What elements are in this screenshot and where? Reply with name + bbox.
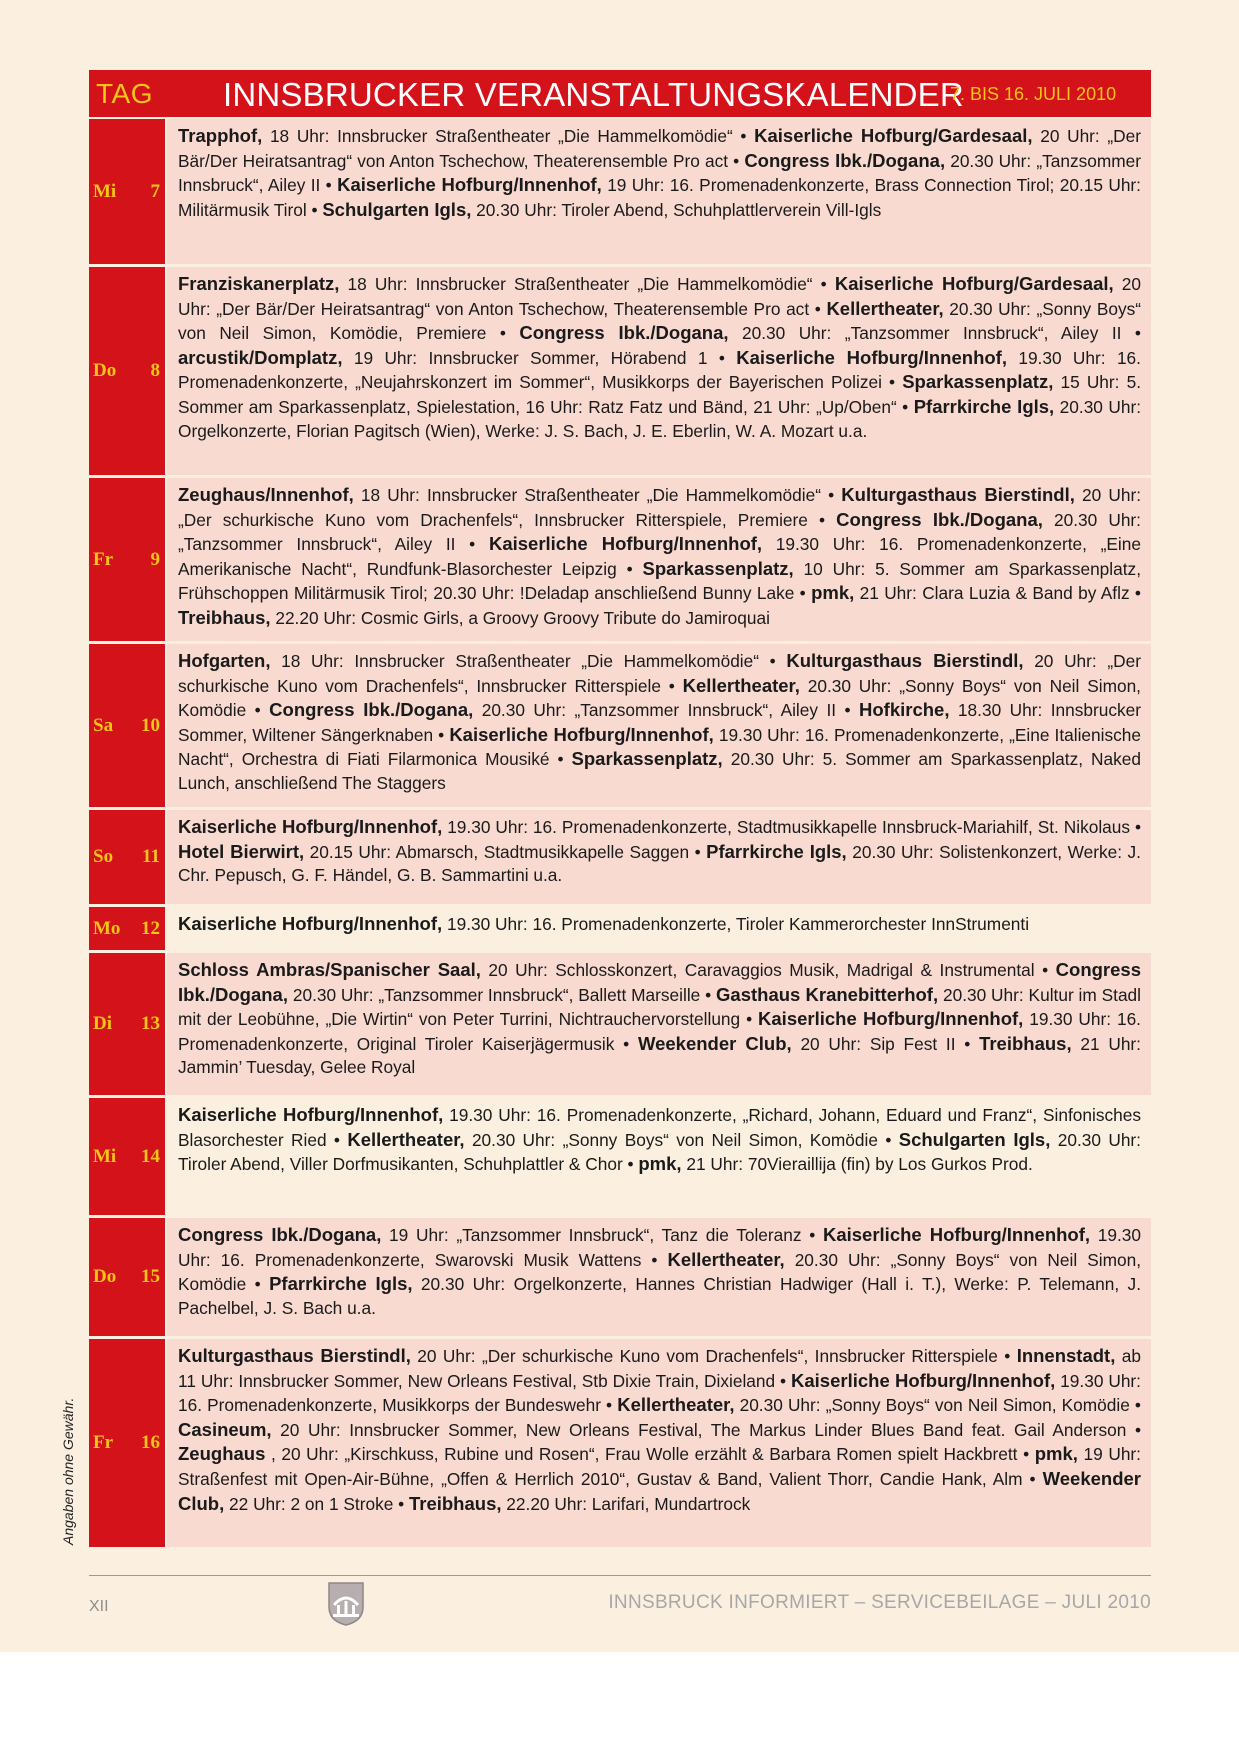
venue-name: Congress Ibk./Dogana, <box>178 1224 382 1245</box>
venue-name: Pfarrkirche Igls, <box>706 840 847 862</box>
event-details: 18 Uhr: Innsbrucker Straßentheater „Die Hammelkomödie“ • <box>262 126 755 146</box>
venue-name: Congress Ibk./Dogana, <box>744 149 946 171</box>
venue-name: Schulgarten Igls, <box>322 198 472 220</box>
event-details: 20 Uhr: „Der Bär/Der Heiratsantrag“ von Anton Tschechow, Theaterensemble Pro act • <box>178 274 1141 319</box>
event-details: 19.30 Uhr: 16. Promenadenkonzerte, Swarovski Musik Wattens • <box>178 1225 1141 1270</box>
venue-name: Treibhaus, <box>979 1032 1072 1054</box>
event-details: 19.30 Uhr: 16. Promenadenkonzerte, „Richard, Johann, Eduard und Franz“, Sinfonisches Blasorchester Ried • <box>178 1105 1141 1150</box>
day-number: 11 <box>142 846 160 867</box>
page-number: XII <box>89 1598 109 1615</box>
day-events <box>167 907 1151 950</box>
event-details: 22 Uhr: 2 on 1 Stroke • <box>224 1493 409 1514</box>
venue-name: Kellertheater, <box>826 297 944 319</box>
day-label <box>89 478 165 641</box>
event-details: 15 Uhr: 5. Sommer am Sparkassenplatz, Spielestation, 16 Uhr: Ratz Fatz und Bänd, 21 Uhr: „Up/Oben“ • <box>178 372 1141 417</box>
event-details: 20.30 Uhr: „Sonny Boys“ von Neil Simon, Komödie • <box>734 1395 1141 1416</box>
venue-name: Sparkassenplatz, <box>571 748 723 770</box>
event-details: 21 Uhr: Clara Luzia & Band by Aflz • <box>854 583 1141 604</box>
venue-name: Congress Ibk./Dogana, <box>269 699 474 721</box>
day-events <box>167 478 1151 641</box>
venue-name: Kaiserliche Hofburg/Innenhof, <box>178 816 443 837</box>
venue-name: arcustik/Domplatz, <box>178 346 343 368</box>
venue-name: Weekender Club, <box>637 1032 792 1054</box>
day-row <box>89 907 1151 950</box>
event-details: 20 Uhr: „Der Bär/Der Heiratsantrag“ von Anton Tschechow, Theaterensemble Pro act • <box>178 126 1141 171</box>
venue-name: Weekender Club, <box>178 1467 1141 1514</box>
event-details: , 20 Uhr: „Kirschkuss, Rubine und Rosen“, Frau Wolle erzählt & Barbara Romen spielt Hackbrett • <box>265 1444 1035 1465</box>
event-details: 20 Uhr: Schlosskonzert, Caravaggios Musik, Madrigal & Instrumental • <box>480 960 1056 980</box>
event-details: 19 Uhr: Innsbrucker Sommer, Hörabend 1 • <box>342 347 737 368</box>
venue-name: Kellertheater, <box>347 1128 465 1150</box>
venue-name: Congress Ibk./Dogana, <box>178 959 1141 1005</box>
event-details: 19.30 Uhr: 16. Promenadenkonzerte, Musikkorps der Bundeswehr • <box>178 1370 1141 1416</box>
venue-name: Congress Ibk./Dogana, <box>836 508 1043 530</box>
venue-name: Gasthaus Kranebitterhof, <box>716 983 939 1005</box>
event-details: 20.30 Uhr: Kultur im Stadl mit der Leobühne, „Die Wirtin“ von Peter Turrini, Nichtrauchervorstellung • <box>178 984 1142 1030</box>
day-row <box>89 644 1151 807</box>
event-details: 20.30 Uhr: Orgelkonzerte, Hannes Christian Hadwiger (Hall i. T.), Werke: P. Telemann, J. Pachelbel, J. S. Bach u.a. <box>178 1274 1142 1318</box>
event-details: 19.30 Uhr: 16. Promenadenkonzerte, Original Tiroler Kaiserjägermusik • <box>178 1009 1141 1054</box>
day-label <box>89 1218 165 1336</box>
day-events <box>167 1339 1151 1547</box>
venue-name: Hofgarten, <box>178 650 271 671</box>
weekday: Do <box>93 1266 117 1287</box>
day-events <box>167 1098 1151 1215</box>
event-details: 20.30 Uhr: „Tanzsommer Innsbruck“, Ailey II • <box>178 509 1141 555</box>
day-label <box>89 907 165 950</box>
event-details: 20 Uhr: „Der schurkische Kuno vom Drachenfels“, Innsbrucker Ritterspiele, Premiere • <box>178 485 1141 530</box>
day-row <box>89 810 1151 904</box>
day-label <box>89 267 165 475</box>
event-details: 20.30 Uhr: Orgelkonzerte, Florian Pagitsch (Wien), Werke: J. S. Bach, J. E. Eberlin, W. A. Mozart u.a. <box>178 396 1142 441</box>
weekday: Do <box>93 360 117 381</box>
venue-name: Schloss Ambras/Spanischer Saal, <box>178 959 481 980</box>
venue-name: Innenstadt, <box>1016 1345 1116 1366</box>
day-label <box>89 810 165 904</box>
event-details: 18.30 Uhr: Innsbrucker Sommer, Wiltener Sängerknaben • <box>178 700 1141 745</box>
day-row <box>89 953 1151 1095</box>
calendar-title: INNSBRUCKER VERANSTALTUNGSKALENDER <box>223 76 964 113</box>
venue-name: Kellertheater, <box>667 1248 785 1270</box>
venue-name: Kulturgasthaus Bierstindl, <box>178 1345 411 1366</box>
weekday: Mi <box>93 180 117 202</box>
event-details: 20.30 Uhr: „Sonny Boys“ von Neil Simon, Komödie • <box>178 675 1141 721</box>
event-details: 19.30 Uhr: 16. Promenadenkonzerte, „Eine Italienische Nacht“, Orchestra di Fiati Filarmonica Mousiké • <box>178 724 1141 770</box>
event-details: 19.30 Uhr: 16. Promenadenkonzerte, „Neujahrskonzert im Sommer“, Musikkorps der Bayerischen Polizei • <box>178 347 1141 393</box>
venue-name: Kaiserliche Hofburg/Gardesaal, <box>754 125 1033 146</box>
event-details: 20.30 Uhr: „Tanzsommer Innsbruck“, Ailey II • <box>728 323 1141 344</box>
day-number: 12 <box>141 917 160 939</box>
event-details: 19 Uhr: „Tanzsommer Innsbruck“, Tanz die Toleranz • <box>381 1225 823 1245</box>
weekday: So <box>93 846 114 867</box>
venue-name: Zeughaus/Innenhof, <box>178 484 354 505</box>
day-row <box>89 1339 1151 1547</box>
day-row <box>89 1098 1151 1215</box>
day-events <box>167 953 1151 1095</box>
event-calendar <box>89 119 1151 1547</box>
venue-name: pmk, <box>638 1153 682 1175</box>
venue-name: Kellertheater, <box>617 1394 735 1416</box>
day-row <box>89 267 1151 475</box>
venue-name: Schulgarten Igls, <box>898 1128 1051 1150</box>
day-number: 7 <box>150 180 160 202</box>
event-details: 22.20 Uhr: Larifari, Mundartrock <box>501 1493 751 1514</box>
innsbruck-crest-icon <box>327 1581 365 1626</box>
weekday: Sa <box>93 714 114 736</box>
venue-name: Kellertheater, <box>682 674 800 696</box>
event-details: 19.30 Uhr: 16. Promenadenkonzerte, Tiroler Kammerorchester InnStrumenti <box>442 914 1030 934</box>
venue-name: Sparkassenplatz, <box>642 557 794 579</box>
venue-name: Kaiserliche Hofburg/Innenhof, <box>822 1224 1091 1245</box>
event-details: 20.30 Uhr: „Sonny Boys“ von Neil Simon, Komödie, Premiere • <box>178 298 1141 344</box>
venue-name: Kulturgasthaus Bierstindl, <box>841 484 1075 505</box>
day-label <box>89 953 165 1095</box>
venue-name: Kaiserliche Hofburg/Gardesaal, <box>834 273 1114 294</box>
venue-name: Kaiserliche Hofburg/Innenhof, <box>488 533 763 555</box>
day-events <box>167 119 1151 264</box>
event-details: 20 Uhr: Innsbrucker Sommer, New Orleans Festival, The Markus Linder Blues Band feat. Gail Anderson • <box>271 1419 1141 1440</box>
day-events <box>167 810 1151 904</box>
disclaimer-note: Angaben ohne Gewähr. <box>60 1397 76 1545</box>
venue-name: Franziskanerplatz, <box>178 273 340 294</box>
venue-name: Kaiserliche Hofburg/Innenhof, <box>791 1369 1056 1391</box>
venue-name: Pfarrkirche Igls, <box>269 1273 413 1295</box>
day-label <box>89 1098 165 1215</box>
day-events <box>167 1218 1151 1336</box>
venue-name: Trapphof, <box>178 125 263 146</box>
venue-name: Kulturgasthaus Bierstindl, <box>786 650 1024 671</box>
event-details: 20.30 Uhr: Solistenkonzert, Werke: J. Chr. Pepusch, G. F. Händel, G. B. Sammartini u.a. <box>178 841 1141 886</box>
day-number: 13 <box>141 1013 160 1034</box>
event-details: 20 Uhr: Sip Fest II • <box>791 1033 980 1054</box>
venue-name: Kaiserliche Hofburg/Innenhof, <box>178 1104 444 1125</box>
event-details: 20.30 Uhr: Tiroler Abend, Viller Dorfmusikanten, Schuhplattler & Chor • <box>178 1129 1141 1175</box>
day-label <box>89 644 165 807</box>
event-details: 20.30 Uhr: „Sonny Boys“ von Neil Simon, Komödie • <box>464 1129 899 1150</box>
day-row <box>89 119 1151 264</box>
event-details: 20.30 Uhr: 5. Sommer am Sparkassenplatz, Naked Lunch, anschließend The Staggers <box>178 749 1141 793</box>
event-details: 21 Uhr: 70Vieraillija (fin) by Los Gurkos Prod. <box>681 1154 1033 1175</box>
event-details: 18 Uhr: Innsbrucker Straßentheater „Die Hammelkomödie“ • <box>339 274 835 294</box>
venue-name: Casineum, <box>178 1418 272 1440</box>
tag-column-label: TAG <box>96 78 153 109</box>
event-details: 19 Uhr: 16. Promenadenkonzerte, Brass Connection Tirol; 20.15 Uhr: Militärmusik Tirol • <box>178 175 1141 220</box>
venue-name: Kaiserliche Hofburg/Innenhof, <box>758 1008 1024 1030</box>
event-details: 20.30 Uhr: „Tanzsommer Innsbruck“, Ballett Marseille • <box>288 984 717 1005</box>
venue-name: Treibhaus, <box>408 1492 502 1514</box>
event-details: 20.30 Uhr: „Sonny Boys“ von Neil Simon, Komödie • <box>178 1249 1141 1295</box>
day-number: 14 <box>141 1145 160 1167</box>
venue-name: Congress Ibk./Dogana, <box>519 322 729 344</box>
weekday: Mi <box>93 1145 117 1167</box>
weekday: Fr <box>93 548 114 570</box>
day-events <box>167 644 1151 807</box>
day-number: 9 <box>150 548 160 570</box>
day-events <box>167 267 1151 475</box>
venue-name: Kaiserliche Hofburg/Innenhof, <box>449 723 714 745</box>
venue-name: Kaiserliche Hofburg/Innenhof, <box>337 174 602 196</box>
weekday: Mo <box>93 917 121 939</box>
event-details: 19.30 Uhr: 16. Promenadenkonzerte, „Eine Amerikanische Nacht“, Rundfunk-Blasorchester Leipzig • <box>178 534 1141 579</box>
event-details: 20.15 Uhr: Abmarsch, Stadtmusikkapelle Saggen • <box>304 841 707 862</box>
event-details: 20.30 Uhr: Tiroler Abend, Schuhplattlerverein Vill-Igls <box>471 199 882 220</box>
event-details: 21 Uhr: Jammin’ Tuesday, Gelee Royal <box>178 1033 1141 1078</box>
venue-name: Hotel Bierwirt, <box>178 840 305 862</box>
day-number: 16 <box>141 1432 160 1453</box>
venue-name: Kaiserliche Hofburg/Innenhof, <box>736 346 1007 368</box>
event-details: 18 Uhr: Innsbrucker Straßentheater „Die Hammelkomödie“ • <box>270 651 787 671</box>
weekday: Fr <box>93 1432 114 1453</box>
event-details: ab 11 Uhr: Innsbrucker Sommer, New Orleans Festival, Stb Dixie Train, Dixieland • <box>178 1346 1141 1391</box>
footer-divider <box>89 1575 1151 1576</box>
event-details: 10 Uhr: 5. Sommer am Sparkassenplatz, Frühschoppen Militärmusik Tirol; 20.30 Uhr: !Deladap anschließend Bunny Lake • <box>178 558 1141 604</box>
day-row <box>89 478 1151 641</box>
venue-name: Kaiserliche Hofburg/Innenhof, <box>178 913 443 934</box>
venue-name: Treibhaus, <box>178 606 271 628</box>
event-details: 20 Uhr: „Der schurkische Kuno vom Drachenfels“, Innsbrucker Ritterspiele • <box>410 1346 1017 1366</box>
calendar-header <box>89 70 1151 117</box>
venue-name: pmk, <box>1034 1443 1078 1465</box>
venue-name: Hofkirche, <box>859 699 950 721</box>
weekday: Di <box>93 1013 112 1034</box>
venue-name: Sparkassenplatz, <box>902 371 1054 393</box>
event-details: 20.30 Uhr: „Tanzsommer Innsbruck“, Ailey II • <box>473 700 860 721</box>
day-number: 10 <box>141 714 160 736</box>
day-number: 8 <box>150 360 160 381</box>
venue-name: Pfarrkirche Igls, <box>913 395 1055 417</box>
venue-name: pmk, <box>811 582 855 604</box>
event-details: 22.20 Uhr: Cosmic Girls, a Groovy Groovy Tribute do Jamiroquai <box>270 607 770 628</box>
event-details: 20 Uhr: „Der schurkische Kuno vom Drachenfels“, Innsbrucker Ritterspiele • <box>178 651 1141 696</box>
day-number: 15 <box>141 1266 160 1287</box>
publication-footer: INNSBRUCK INFORMIERT – SERVICEBEILAGE – JULI 2010 <box>608 1592 1151 1613</box>
event-details: 19.30 Uhr: 16. Promenadenkonzerte, Stadtmusikkapelle Innsbruck-Mariahilf, St. Nikolaus • <box>442 817 1141 837</box>
event-details: 19 Uhr: Straßenfest mit Open-Air-Bühne, „Offen & Herrlich 2010“, Gustav & Band, Valient Thorr, Candie Hank, Alm • <box>178 1444 1141 1489</box>
event-details: 20.30 Uhr: „Tanzsommer Innsbruck“, Ailey II • <box>178 150 1141 196</box>
event-details: 18 Uhr: Innsbrucker Straßentheater „Die Hammelkomödie“ • <box>353 485 842 505</box>
venue-name: Zeughaus <box>178 1443 266 1465</box>
day-label <box>89 1339 165 1547</box>
day-row <box>89 1218 1151 1336</box>
day-label <box>89 119 165 264</box>
date-range: 7. BIS 16. JULI 2010 <box>950 84 1117 104</box>
